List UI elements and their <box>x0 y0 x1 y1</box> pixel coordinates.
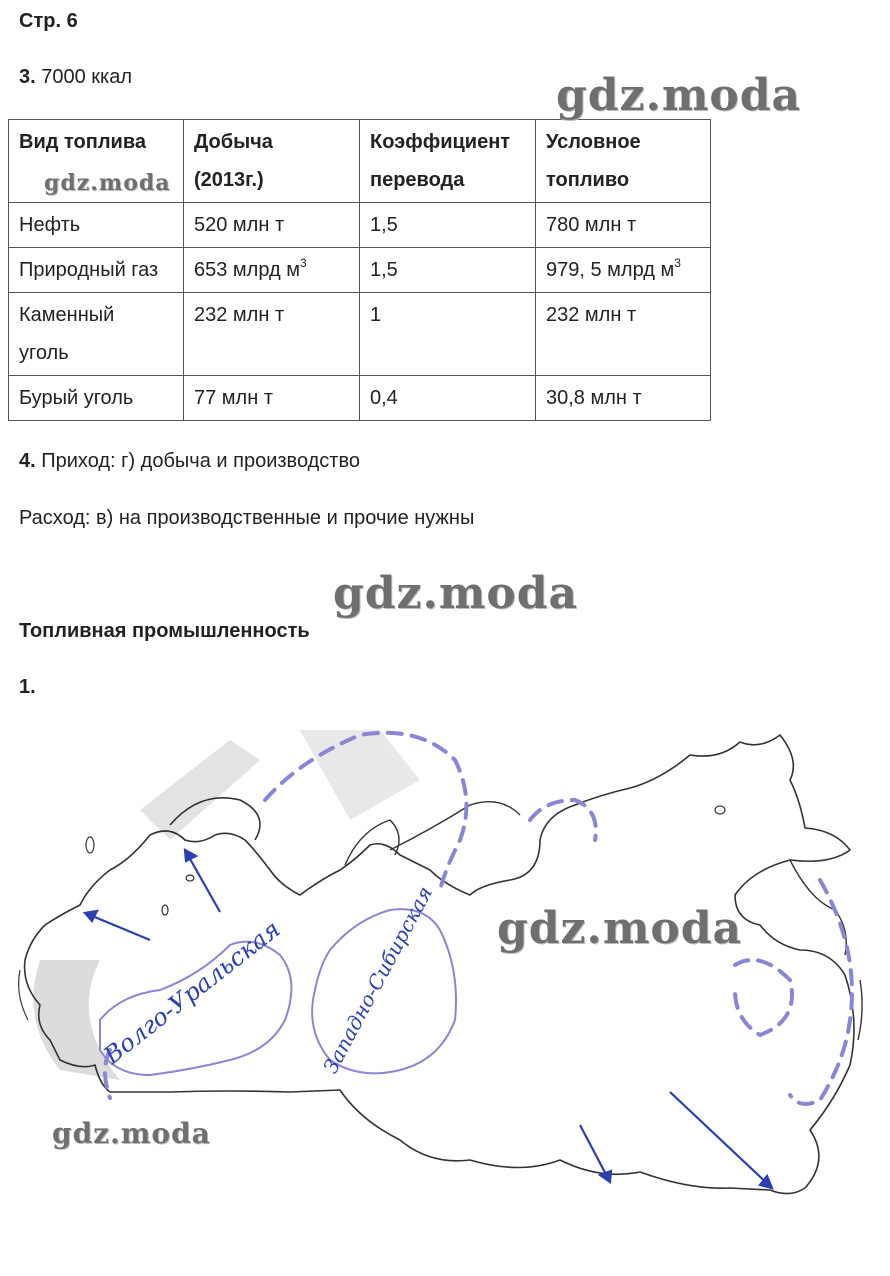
header-cell: Вид топлива <box>9 120 184 203</box>
label-volga-ural: Волго-Уральская <box>98 915 286 1070</box>
task3-text: 7000 ккал <box>41 66 133 88</box>
task4-income-text: Приход: г) добыча и производство <box>41 450 360 472</box>
cell-coefficient: 0,4 <box>360 376 536 421</box>
watermark: gdz.moda <box>52 1117 211 1150</box>
cell-coefficient: 1,5 <box>360 248 536 293</box>
cell-coefficient: 1 <box>360 293 536 376</box>
task4-expense: Расход: в) на производственные и прочие нужны <box>19 507 475 529</box>
watermark: gdz.moda <box>333 568 579 619</box>
cell-production: 77 млн т <box>184 376 360 421</box>
task4-number: 4. <box>19 450 36 472</box>
table-row <box>9 293 711 376</box>
fuel-table <box>8 119 711 421</box>
cell-equivalent: 780 млн т <box>536 203 711 248</box>
label-west-siberia: Западно-Сибирская <box>318 882 438 1078</box>
cell-type: Бурый уголь <box>9 376 184 421</box>
header-cell: Условное топливо <box>536 120 711 203</box>
watermark: gdz.moda <box>44 170 171 196</box>
section-title: Топливная промышленность <box>19 620 310 642</box>
cell-equivalent: 979, 5 млрд $м^3$ <box>536 248 711 293</box>
cell-type: Нефть <box>9 203 184 248</box>
table-row <box>9 248 711 293</box>
task3-answer <box>19 66 132 89</box>
cell-equivalent: 232 млн т <box>536 293 711 376</box>
cell-type: Природный газ <box>9 248 184 293</box>
task1-number: 1. <box>19 676 36 698</box>
header-cell: Добыча (2013г.) <box>184 120 360 203</box>
cell-coefficient: 1,5 <box>360 203 536 248</box>
cell-production: 232 млн т <box>184 293 360 376</box>
header-cell: Коэффициент перевода <box>360 120 536 203</box>
task3-number: 3. <box>19 66 36 88</box>
page-title: Стр. 6 <box>19 10 78 32</box>
watermark: gdz.moda <box>556 70 802 121</box>
table-row <box>9 376 711 421</box>
watermark: gdz.moda <box>497 903 743 954</box>
cell-type: Каменный уголь <box>9 293 184 376</box>
task4-income <box>19 450 360 473</box>
cell-production: 653 млрд $м^3$ <box>184 248 360 293</box>
table-row <box>9 203 711 248</box>
cell-equivalent: 30,8 млн т <box>536 376 711 421</box>
cell-production: 520 млн т <box>184 203 360 248</box>
